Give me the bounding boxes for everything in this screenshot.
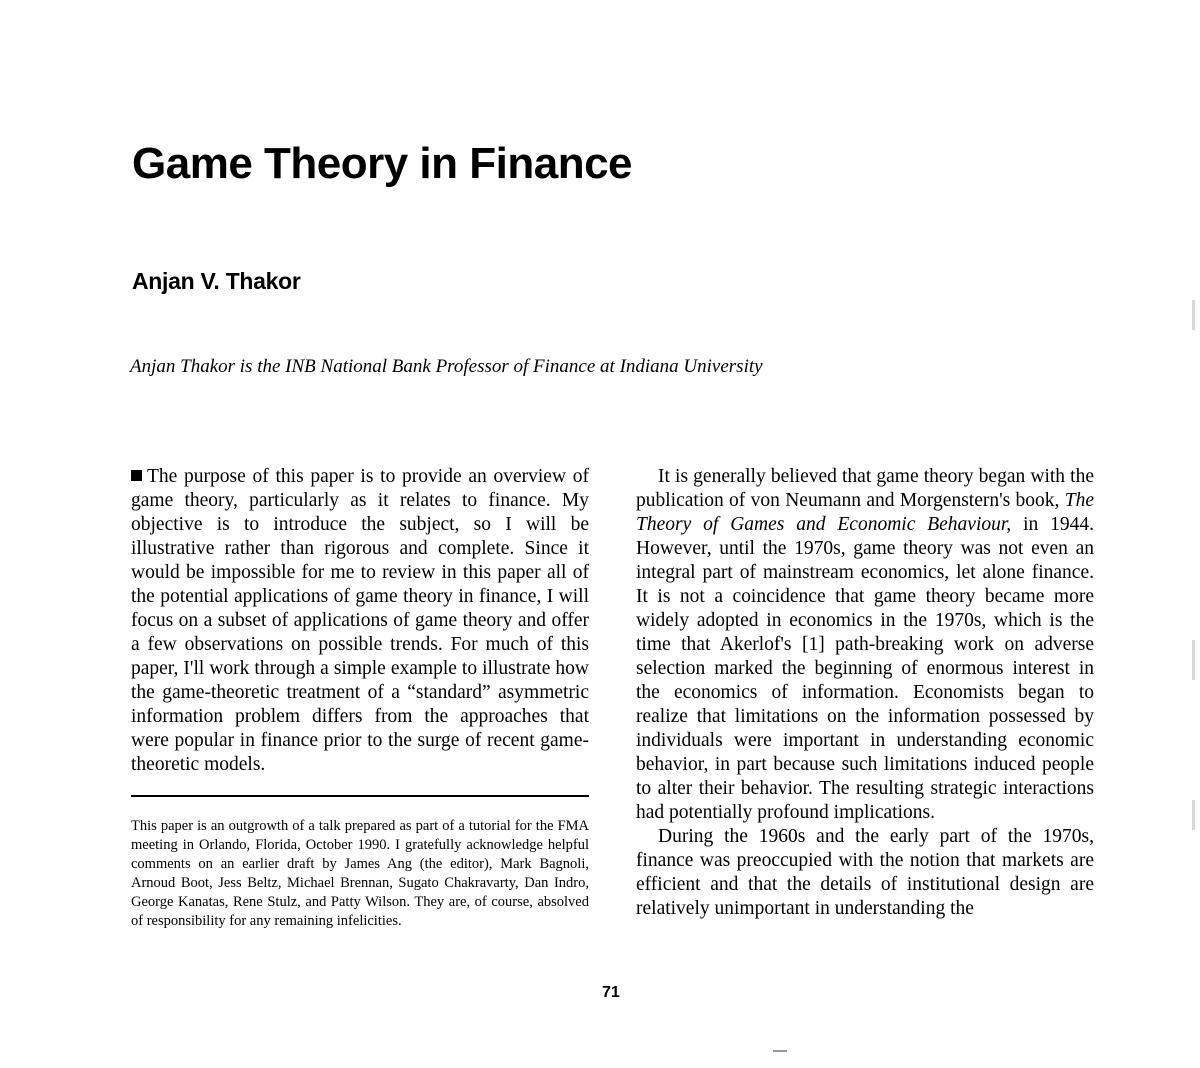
body-paragraph-1-rest: in 1944. However, until the 1970s, game theory was not even an integral part of mainstream economics, let alone finance. It is not a coincidence that game theory became more widely adopted in economics in the 1970s, which is the time that Akerlof's [1] path-breaking work on adverse selection marked the beginning of enormous interest in the economics of information. Economists began to realize that limitations on the information possessed by individuals were important in understanding economic behavior, in part because such limitations induced people to alter their behavior. The resulting strategic interactions had potentially profound implications. [636,514,1095,823]
body-paragraph-2: During the 1960s and the early part of the 1970s, finance was preoccupied with the notion that markets are efficient and that the details of institutional design are relatively unimportant in understanding the [636,826,1094,919]
author-name: Anjan V. Thakor [132,268,301,294]
body-paragraph-1-start: It is generally believed that game theory began with the publication of von Neumann and Morgenstern's book, [636,466,1094,511]
body-paragraph-1 [636,465,1094,825]
abstract-paragraph [131,465,589,777]
cited-book-title: The Theory of Games and Economic Behaviour, [636,490,1094,535]
paper-title: Game Theory in Finance [132,139,633,188]
footnote: This paper is an outgrowth of a talk prepared as part of a tutorial for the FMA meeting in Orlando, Florida, October 1990. I gratefully acknowledge helpful comments on an earlier draft by James Ang (the editor), Mark Bagnoli, Arnoud Boot, Jess Beltz, Michael Brennan, Sugato Chakravarty, Dan Indro, George Kanatas, Rene Stulz, and Patty Wilson. They are, of course, absolved of responsibility for any remaining infelicities. [131,818,589,929]
left-column [131,465,589,777]
abstract-text: The purpose of this paper is to provide an overview of game theory, particularly as it relates to finance. My objective is to introduce the subject, so I will be illustrative rather than rigorous and complete. Since it would be impossible for me to review in this paper all of the potential applications of game theory in finance, I will focus on a subset of applications of game theory and offer a few observations on possible trends. For much of this paper, I'll work through a simple example to illustrate how the game-theoretic treatment of a “standard” asymmetric information problem differs from the approaches that were popular in finance prior to the surge of recent game-theoretic models. [131,466,589,775]
scan-edge-mark [1192,800,1195,830]
scan-edge-mark [1192,300,1195,330]
right-column [636,465,1094,921]
footnote-divider [131,795,589,797]
section-start-square-icon [131,470,142,481]
scan-speck [773,1050,787,1052]
page-number: 71 [602,984,620,1001]
scan-edge-mark [1192,640,1195,680]
author-affiliation: Anjan Thakor is the INB National Bank Professor of Finance at Indiana University [130,356,763,377]
